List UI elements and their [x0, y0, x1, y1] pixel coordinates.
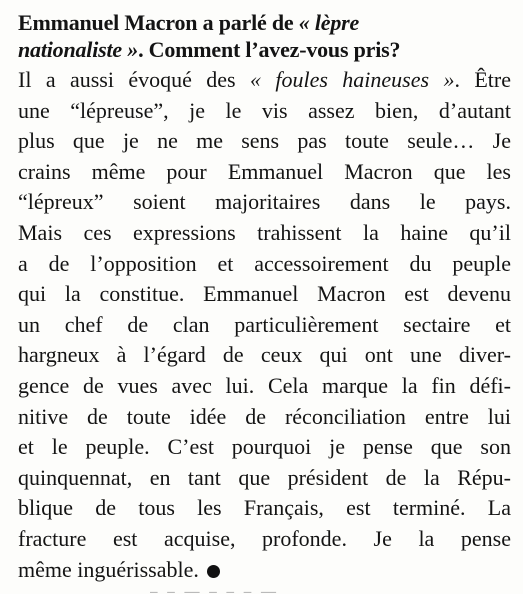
answer-line: fracture est acquise, profonde. Je la pense: [18, 525, 511, 551]
question-quote-part-2: nationaliste »: [18, 36, 139, 62]
interview-question: [18, 10, 511, 63]
answer-line: et le peuple. C’est pourquoi je pense que son: [18, 434, 511, 460]
answer-line: une “lépreuse”, je le vis assez bien, d’autant: [18, 97, 511, 123]
answer-line: un chef de clan particulièrement sectaire et: [18, 311, 511, 337]
answer-line: quinquennat, en tant que président de la Répu-: [18, 464, 511, 490]
answer-line: nitive de toute idée de réconciliation entre lui: [18, 403, 511, 429]
answer-line: blique de tous les Français, est terminé. La: [18, 495, 511, 521]
quote-foules-haineuses: « foules haineuses »: [249, 67, 455, 92]
question-text-end: . Comment l’avez-vous pris?: [138, 36, 401, 62]
interview-answer: [18, 65, 511, 585]
cropped-text-fragment: – – — – – – —: [150, 585, 279, 594]
answer-line: hargneux à l’égard de ceux qui ont une diver-: [18, 342, 511, 368]
answer-last-line: même inguérissable.: [18, 555, 511, 586]
question-text-start: Emmanuel Macron a parlé de: [18, 10, 299, 35]
answer-line-1: Il a aussi évoqué des « foules haineuses ». Être: [18, 67, 511, 92]
question-quote-part-1: « lèpre: [298, 10, 360, 35]
answer-line: a de l’opposition et accessoirement du peuple: [18, 250, 511, 276]
answer-line: qui la constitue. Emmanuel Macron est devenu: [18, 281, 511, 307]
answer-line: crains même pour Emmanuel Macron que les: [18, 158, 511, 184]
article: [18, 10, 511, 585]
end-of-article-bullet-icon: [207, 565, 220, 578]
answer-line: plus que je ne me sens pas toute seule… Je: [18, 128, 511, 154]
answer-line: Mais ces expressions trahissent la haine qu’il: [18, 219, 511, 245]
answer-line: “lépreux” soient majoritaires dans le pays.: [18, 189, 511, 215]
answer-line: gence de vues avec lui. Cela marque la fin défi-: [18, 372, 511, 398]
